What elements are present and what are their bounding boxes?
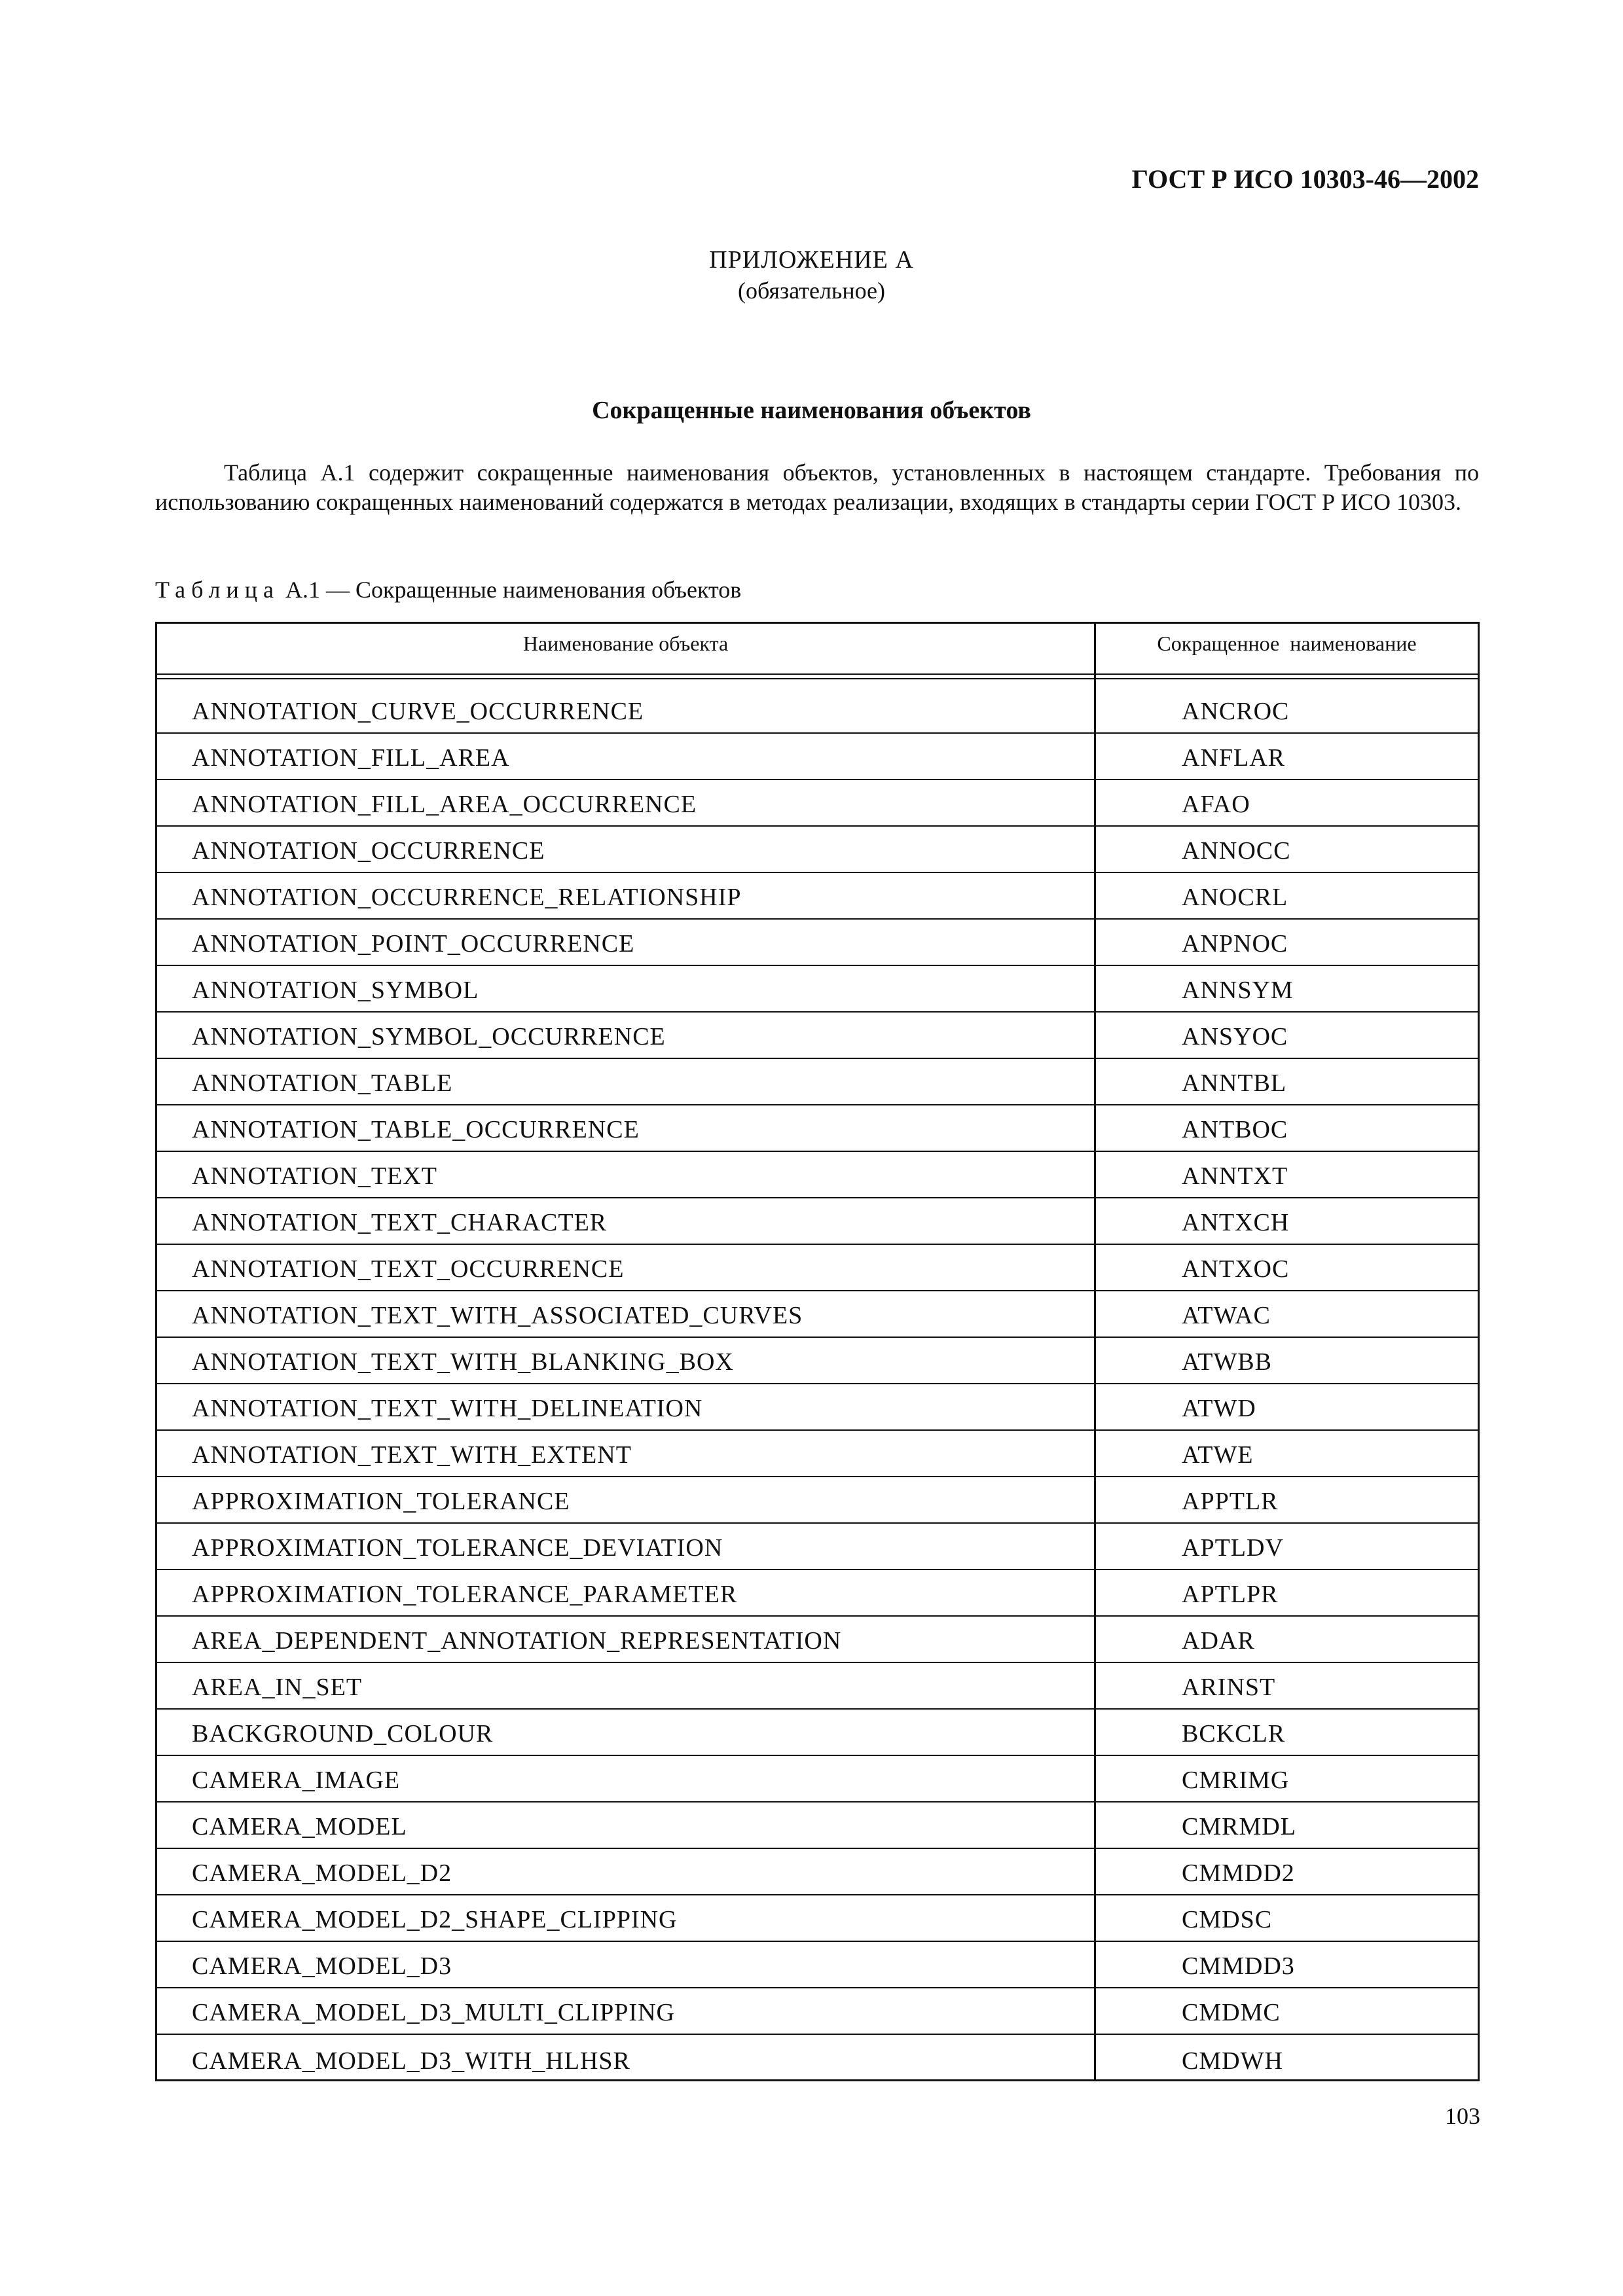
- appendix-title: ПРИЛОЖЕНИЕ А: [709, 246, 914, 274]
- table-row: [157, 1615, 1478, 1662]
- standard-header: ГОСТ Р ИСО 10303-46—2002: [1131, 164, 1479, 194]
- table-row: [157, 1429, 1478, 1476]
- appendix-subtitle: (обязательное): [738, 278, 885, 304]
- table-row: [157, 1336, 1478, 1383]
- column-header-short-name: Сокращенное наименование: [1157, 632, 1417, 655]
- object-name-cell: ANNOTATION_TEXT: [192, 1162, 437, 1190]
- short-name-cell: ANNSYM: [1182, 977, 1294, 1004]
- table-caption-text: А.1 — Сокращенные наименования объектов: [279, 577, 742, 603]
- table-row: [157, 1522, 1478, 1569]
- object-name-cell: ANNOTATION_OCCURRENCE: [192, 837, 545, 865]
- table-row: [157, 681, 1478, 732]
- table-row: [157, 1011, 1478, 1058]
- object-name-cell: AREA_DEPENDENT_ANNOTATION_REPRESENTATION: [192, 1627, 842, 1655]
- object-name-cell: CAMERA_MODEL: [192, 1813, 407, 1840]
- short-name-cell: ANNTBL: [1182, 1069, 1287, 1097]
- object-name-cell: ANNOTATION_OCCURRENCE_RELATIONSHIP: [192, 884, 742, 911]
- object-name-cell: CAMERA_MODEL_D2: [192, 1859, 452, 1887]
- table-row: [157, 1987, 1478, 2034]
- short-name-cell: ATWE: [1182, 1441, 1254, 1469]
- short-name-cell: ANFLAR: [1182, 744, 1286, 772]
- short-name-cell: ANTBOC: [1182, 1116, 1288, 1143]
- intro-paragraph: Таблица А.1 содержит сокращенные наименования объектов, установленных в настоящем стандарте. Требования по использованию сокращенных наименований содержатся в методах реализации, входящих в стандарты серии ГОСТ Р ИСО 10303.: [155, 459, 1479, 515]
- short-name-cell: CMDWH: [1182, 2047, 1283, 2075]
- short-name-cell: ANTXOC: [1182, 1255, 1290, 1283]
- table-row: [157, 1476, 1478, 1522]
- object-name-cell: ANNOTATION_TEXT_OCCURRENCE: [192, 1255, 625, 1283]
- object-name-cell: AREA_IN_SET: [192, 1674, 363, 1701]
- short-name-cell: ANSYOC: [1182, 1023, 1288, 1050]
- table-row: [157, 1848, 1478, 1894]
- object-name-cell: CAMERA_MODEL_D3_WITH_HLHSR: [192, 2047, 630, 2075]
- object-name-cell: ANNOTATION_FILL_AREA_OCCURRENCE: [192, 791, 697, 818]
- table-caption: [155, 576, 741, 603]
- short-name-cell: APPTLR: [1182, 1488, 1279, 1515]
- table-row: [157, 1383, 1478, 1429]
- object-name-cell: ANNOTATION_CURVE_OCCURRENCE: [192, 698, 644, 725]
- table-row: [157, 965, 1478, 1011]
- table-row: [157, 1290, 1478, 1336]
- column-header-object-name: Наименование объекта: [522, 632, 729, 655]
- short-name-cell: ARINST: [1182, 1674, 1276, 1701]
- short-name-cell: CMMDD3: [1182, 1952, 1295, 1980]
- table-row: [157, 1941, 1478, 1987]
- object-name-cell: ANNOTATION_TEXT_CHARACTER: [192, 1209, 608, 1236]
- short-name-cell: ANOCRL: [1182, 884, 1288, 911]
- object-name-cell: ANNOTATION_TEXT_WITH_ASSOCIATED_CURVES: [192, 1302, 803, 1329]
- header-rule-bottom: [157, 678, 1478, 679]
- object-name-cell: ANNOTATION_POINT_OCCURRENCE: [192, 930, 635, 958]
- short-name-cell: ANPNOC: [1182, 930, 1288, 958]
- table-row: [157, 1569, 1478, 1615]
- table-row: [157, 1708, 1478, 1755]
- table-row: [157, 2034, 1478, 2104]
- table-row: [157, 732, 1478, 779]
- table-row: [157, 825, 1478, 872]
- short-name-cell: CMMDD2: [1182, 1859, 1295, 1887]
- short-name-cell: ATWBB: [1182, 1348, 1272, 1376]
- short-name-cell: ANNOCC: [1182, 837, 1291, 865]
- object-name-cell: ANNOTATION_FILL_AREA: [192, 744, 510, 772]
- short-name-cell: APTLPR: [1182, 1581, 1279, 1608]
- table-row: [157, 1244, 1478, 1290]
- short-name-cell: ANNTXT: [1182, 1162, 1288, 1190]
- object-name-cell: ANNOTATION_SYMBOL: [192, 977, 479, 1004]
- table-row: [157, 779, 1478, 825]
- abbreviations-table: [155, 622, 1480, 2081]
- object-name-cell: ANNOTATION_TABLE_OCCURRENCE: [192, 1116, 640, 1143]
- short-name-cell: AFAO: [1182, 791, 1250, 818]
- table-row: [157, 1662, 1478, 1708]
- short-name-cell: CMRMDL: [1182, 1813, 1296, 1840]
- object-name-cell: APPROXIMATION_TOLERANCE_DEVIATION: [192, 1534, 723, 1562]
- table-row: [157, 1894, 1478, 1941]
- object-name-cell: CAMERA_MODEL_D3_MULTI_CLIPPING: [192, 1999, 675, 2026]
- short-name-cell: APTLDV: [1182, 1534, 1284, 1562]
- short-name-cell: ANCROC: [1182, 698, 1290, 725]
- header-rule-top: [157, 673, 1478, 675]
- table-body: [157, 681, 1478, 2104]
- table-row: [157, 1104, 1478, 1151]
- short-name-cell: CMDMC: [1182, 1999, 1281, 2026]
- short-name-cell: ATWD: [1182, 1395, 1256, 1422]
- table-caption-prefix: Таблица: [155, 577, 280, 603]
- table-row: [157, 1755, 1478, 1801]
- object-name-cell: CAMERA_IMAGE: [192, 1767, 401, 1794]
- object-name-cell: ANNOTATION_TEXT_WITH_BLANKING_BOX: [192, 1348, 734, 1376]
- short-name-cell: ATWAC: [1182, 1302, 1271, 1329]
- table-row: [157, 872, 1478, 918]
- table-row: [157, 1197, 1478, 1244]
- table-row: [157, 1151, 1478, 1197]
- object-name-cell: APPROXIMATION_TOLERANCE_PARAMETER: [192, 1581, 738, 1608]
- short-name-cell: ADAR: [1182, 1627, 1255, 1655]
- object-name-cell: BACKGROUND_COLOUR: [192, 1720, 494, 1748]
- table-row: [157, 918, 1478, 965]
- page-number: 103: [1445, 2103, 1480, 2129]
- object-name-cell: ANNOTATION_TABLE: [192, 1069, 453, 1097]
- object-name-cell: ANNOTATION_SYMBOL_OCCURRENCE: [192, 1023, 666, 1050]
- object-name-cell: ANNOTATION_TEXT_WITH_EXTENT: [192, 1441, 632, 1469]
- short-name-cell: BCKCLR: [1182, 1720, 1286, 1748]
- section-title: Сокращенные наименования объектов: [592, 397, 1031, 424]
- short-name-cell: CMRIMG: [1182, 1767, 1290, 1794]
- object-name-cell: APPROXIMATION_TOLERANCE: [192, 1488, 570, 1515]
- object-name-cell: CAMERA_MODEL_D3: [192, 1952, 452, 1980]
- table-row: [157, 1801, 1478, 1848]
- short-name-cell: ANTXCH: [1182, 1209, 1290, 1236]
- object-name-cell: CAMERA_MODEL_D2_SHAPE_CLIPPING: [192, 1906, 678, 1933]
- short-name-cell: CMDSC: [1182, 1906, 1273, 1933]
- table-header: [157, 624, 1478, 673]
- table-row: [157, 1058, 1478, 1104]
- object-name-cell: ANNOTATION_TEXT_WITH_DELINEATION: [192, 1395, 703, 1422]
